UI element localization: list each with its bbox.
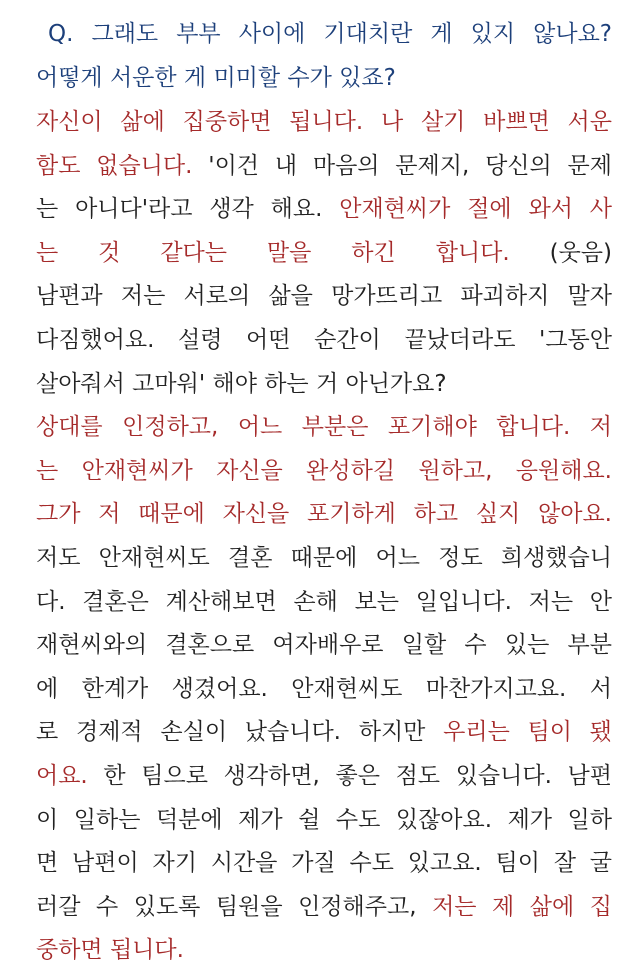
text-line	[36, 144, 612, 188]
text-line	[36, 667, 612, 711]
text-line	[36, 405, 612, 449]
highlighted-text: 함도 없습니다.	[36, 153, 193, 179]
text-line	[36, 274, 612, 318]
body-text: 러갈 수 있도록 팀원을 인정해주고,	[36, 894, 433, 920]
body-text: 이 일하는 덕분에 제가 쉴 수도 있잖아요. 제가 일하	[36, 807, 612, 833]
highlighted-text: 는 안재현씨가 자신을 완성하길 원하고, 응원해요.	[36, 458, 612, 484]
body-text: 다. 결혼은 계산해보면 손해 보는 일입니다. 저는 안	[36, 589, 612, 615]
text-line	[36, 885, 612, 929]
text-line	[36, 318, 612, 362]
question-line-2: 어떻게 서운한 게 미미할 수가 있죠?	[36, 65, 396, 91]
highlighted-text: 는 것 같다는 말을 하긴 합니다.	[36, 240, 510, 266]
text-line	[36, 754, 612, 798]
text-line	[36, 100, 612, 144]
body-text: 다짐했어요. 설령 어떤 순간이 끝났더라도 '그동안	[36, 327, 612, 353]
body-text: '이건 내 마음의 문제지, 당신의 문제	[192, 153, 612, 179]
body-text: 한 팀으로 생각하면, 좋은 점도 있습니다. 남편	[87, 763, 612, 789]
body-text: 재현씨와의 결혼으로 여자배우로 일할 수 있는 부분	[36, 632, 612, 658]
highlighted-text: 상대를 인정하고, 어느 부분은 포기해야 합니다. 저	[36, 414, 612, 440]
body-text: 로 경제적 손실이 났습니다. 하지만	[36, 719, 444, 745]
text-line	[36, 580, 612, 624]
body-text: 살아줘서 고마워' 해야 하는 거 아닌가요?	[36, 371, 447, 397]
text-line	[36, 928, 612, 972]
text-line	[36, 187, 612, 231]
highlighted-text: 그가 저 때문에 자신을 포기하게 하고 싶지 않아요.	[36, 501, 612, 527]
text-line	[36, 710, 612, 754]
body-text: 남편과 저는 서로의 삶을 망가뜨리고 파괴하지 말자	[36, 283, 612, 309]
body-text: 에 한계가 생겼어요. 안재현씨도 마찬가지고요. 서	[36, 676, 612, 702]
highlighted-text: 중하면 됩니다.	[36, 937, 184, 963]
highlighted-text: 안재현씨가 절에 와서 사	[339, 196, 612, 222]
text-line	[36, 623, 612, 667]
highlighted-text: 저는 제 삶에 집	[432, 894, 612, 920]
highlighted-text: 자신이 삶에 집중하면 됩니다. 나 살기 바쁘면 서운	[36, 109, 612, 135]
text-line	[36, 362, 612, 406]
text-line	[36, 231, 612, 275]
body-text: 저도 안재현씨도 결혼 때문에 어느 정도 희생했습니	[36, 545, 612, 571]
body-text: 면 남편이 자기 시간을 가질 수도 있고요. 팀이 잘 굴	[36, 850, 612, 876]
text-line	[36, 536, 612, 580]
text-line	[36, 841, 612, 885]
text-line	[36, 798, 612, 842]
highlighted-text: 어요.	[36, 763, 88, 789]
question-line-1: Q. 그래도 부부 사이에 기대치란 게 있지 않나요?	[48, 21, 612, 47]
text-line	[36, 492, 612, 536]
text-line	[36, 449, 612, 493]
highlighted-text: 우리는 팀이 됐	[443, 719, 612, 745]
body-text: (웃음)	[509, 240, 613, 266]
body-text: 는 아니다'라고 생각 해요.	[36, 196, 340, 222]
